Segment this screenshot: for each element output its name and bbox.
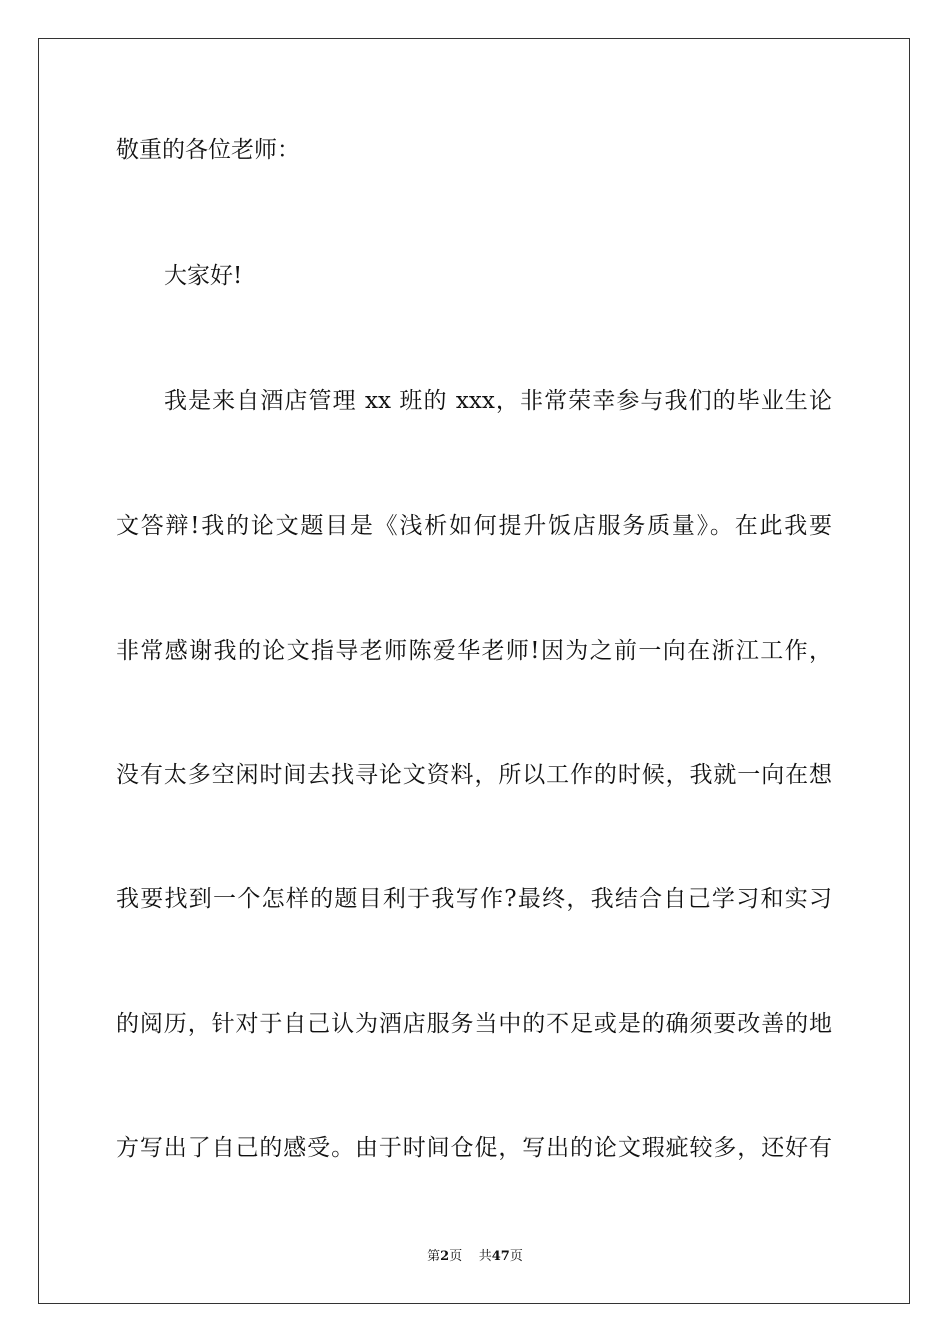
body-line-2: 文答辩!我的论文题目是《浅析如何提升饭店服务质量》。在此我要 <box>116 513 832 539</box>
body-line-6: 的阅历，针对于自己认为酒店服务当中的不足或是的确须要改善的地 <box>116 1011 832 1037</box>
greeting: 大家好! <box>164 263 243 289</box>
body-line-1: 我是来自酒店管理 xx 班的 xxx，非常荣幸参与我们的毕业生论 <box>164 388 832 414</box>
page-prefix: 第 <box>427 1249 441 1264</box>
page-suffix: 页 <box>449 1249 463 1264</box>
body-line-3: 非常感谢我的论文指导老师陈爱华老师!因为之前一向在浙江工作， <box>116 638 832 664</box>
total-prefix: 共 <box>478 1249 492 1264</box>
page-footer <box>0 1245 950 1264</box>
body-line-7: 方写出了自己的感受。由于时间仓促，写出的论文瑕疵较多，还好有 <box>116 1135 832 1161</box>
salutation: 敬重的各位老师： <box>116 137 300 163</box>
body-line-4: 没有太多空闲时间去找寻论文资料，所以工作的时候，我就一向在想 <box>116 762 832 788</box>
total-suffix: 页 <box>509 1249 523 1264</box>
total-pages: 47 <box>491 1249 510 1264</box>
page-number: 2 <box>440 1249 450 1264</box>
page-border <box>38 38 910 1304</box>
body-line-5: 我要找到一个怎样的题目利于我写作?最终，我结合自己学习和实习 <box>116 886 832 912</box>
